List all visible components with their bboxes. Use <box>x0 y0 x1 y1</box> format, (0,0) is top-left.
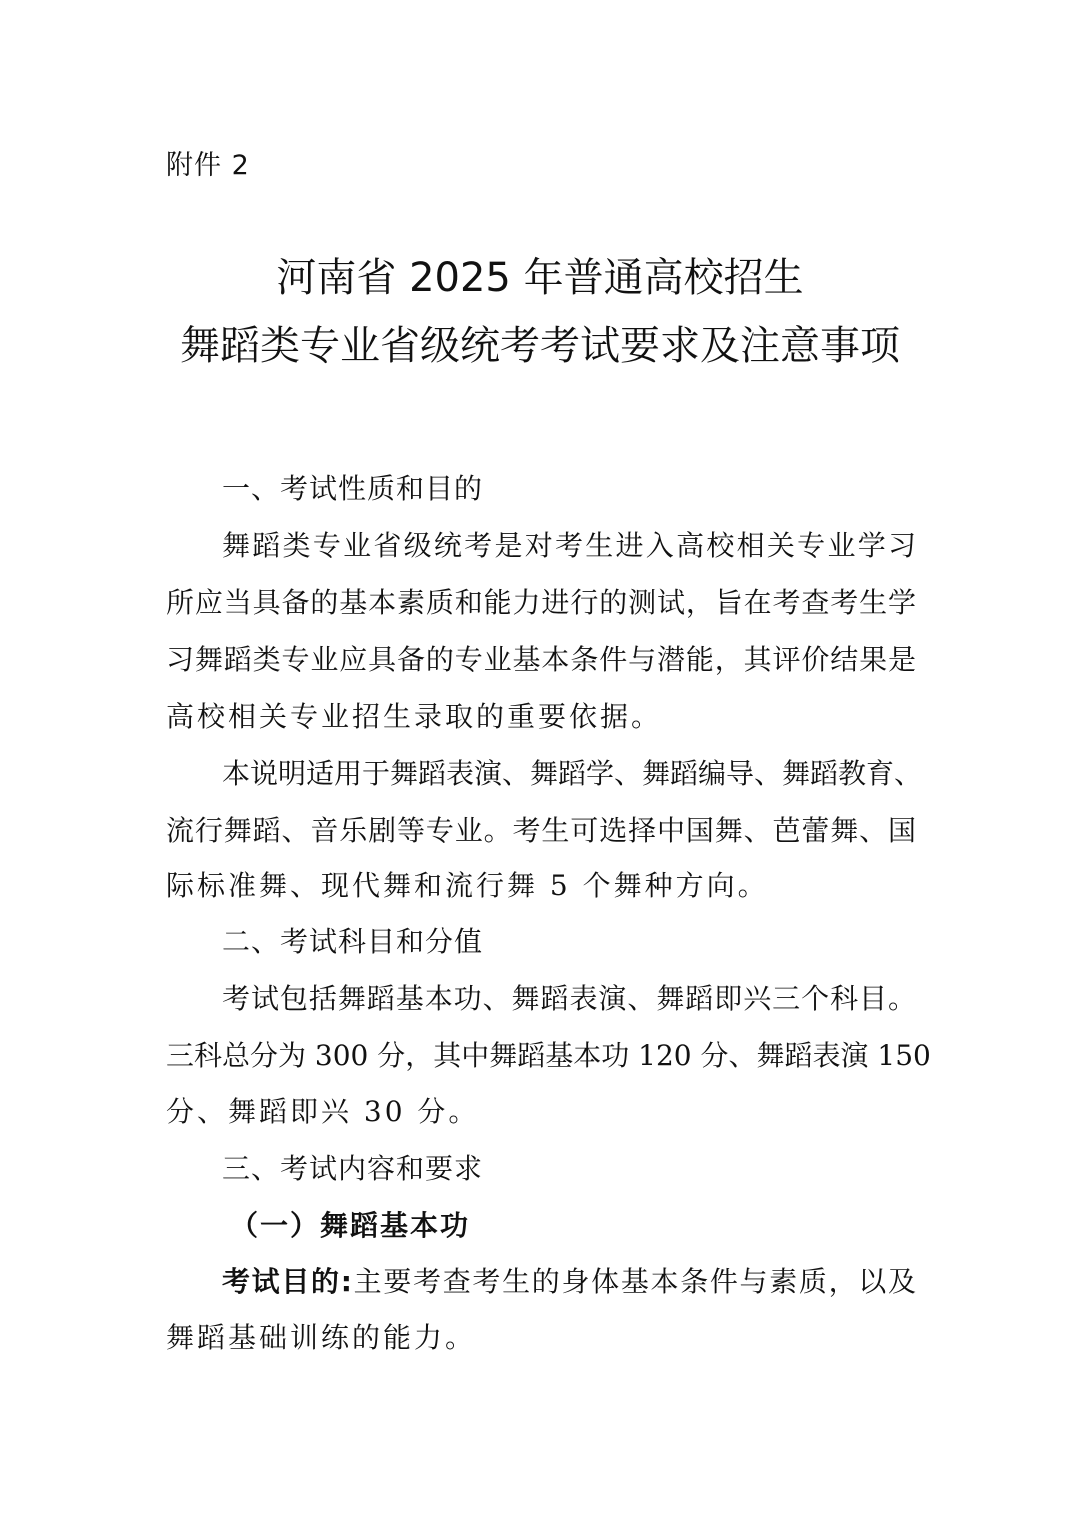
subsection-heading: （一）舞蹈基本功 <box>230 1209 471 1242</box>
paragraph-line: 所应当具备的基本素质和能力进行的测试，旨在考查考生学 <box>166 586 916 619</box>
paragraph-line: 三科总分为 300 分，其中舞蹈基本功 120 分、舞蹈表演 150 <box>166 1039 931 1072</box>
document-title-line-2: 舞蹈类专业省级统考考试要求及注意事项 <box>180 323 900 369</box>
paragraph-line: 考试包括舞蹈基本功、舞蹈表演、舞蹈即兴三个科目。 <box>222 982 916 1015</box>
purpose-label: 考试目的: <box>222 1265 352 1298</box>
section-heading-2: 二、考试科目和分值 <box>222 925 484 958</box>
paragraph-line: 舞蹈基础训练的能力。 <box>166 1321 477 1354</box>
section-heading-3: 三、考试内容和要求 <box>222 1152 484 1185</box>
attachment-label: 附件 2 <box>166 150 250 181</box>
paragraph-line: 舞蹈类专业省级统考是对考生进入高校相关专业学习 <box>222 529 916 562</box>
document-title-line-1: 河南省 2025 年普通高校招生 <box>276 255 804 301</box>
paragraph-line: 本说明适用于舞蹈表演、舞蹈学、舞蹈编导、舞蹈教育、 <box>222 757 923 790</box>
paragraph-line: 习舞蹈类专业应具备的专业基本条件与潜能，其评价结果是 <box>166 643 916 676</box>
section-heading-1: 一、考试性质和目的 <box>222 472 484 505</box>
paragraph-line: 高校相关专业招生录取的重要依据。 <box>166 700 663 733</box>
paragraph-line: 分、舞蹈即兴 30 分。 <box>166 1095 480 1128</box>
purpose-text: 主要考查考生的身体基本条件与素质，以及 <box>351 1265 916 1298</box>
purpose-line <box>222 1262 916 1302</box>
paragraph-line: 流行舞蹈、音乐剧等专业。考生可选择中国舞、芭蕾舞、国 <box>166 814 916 847</box>
paragraph-line: 际标准舞、现代舞和流行舞 5 个舞种方向。 <box>166 869 769 902</box>
